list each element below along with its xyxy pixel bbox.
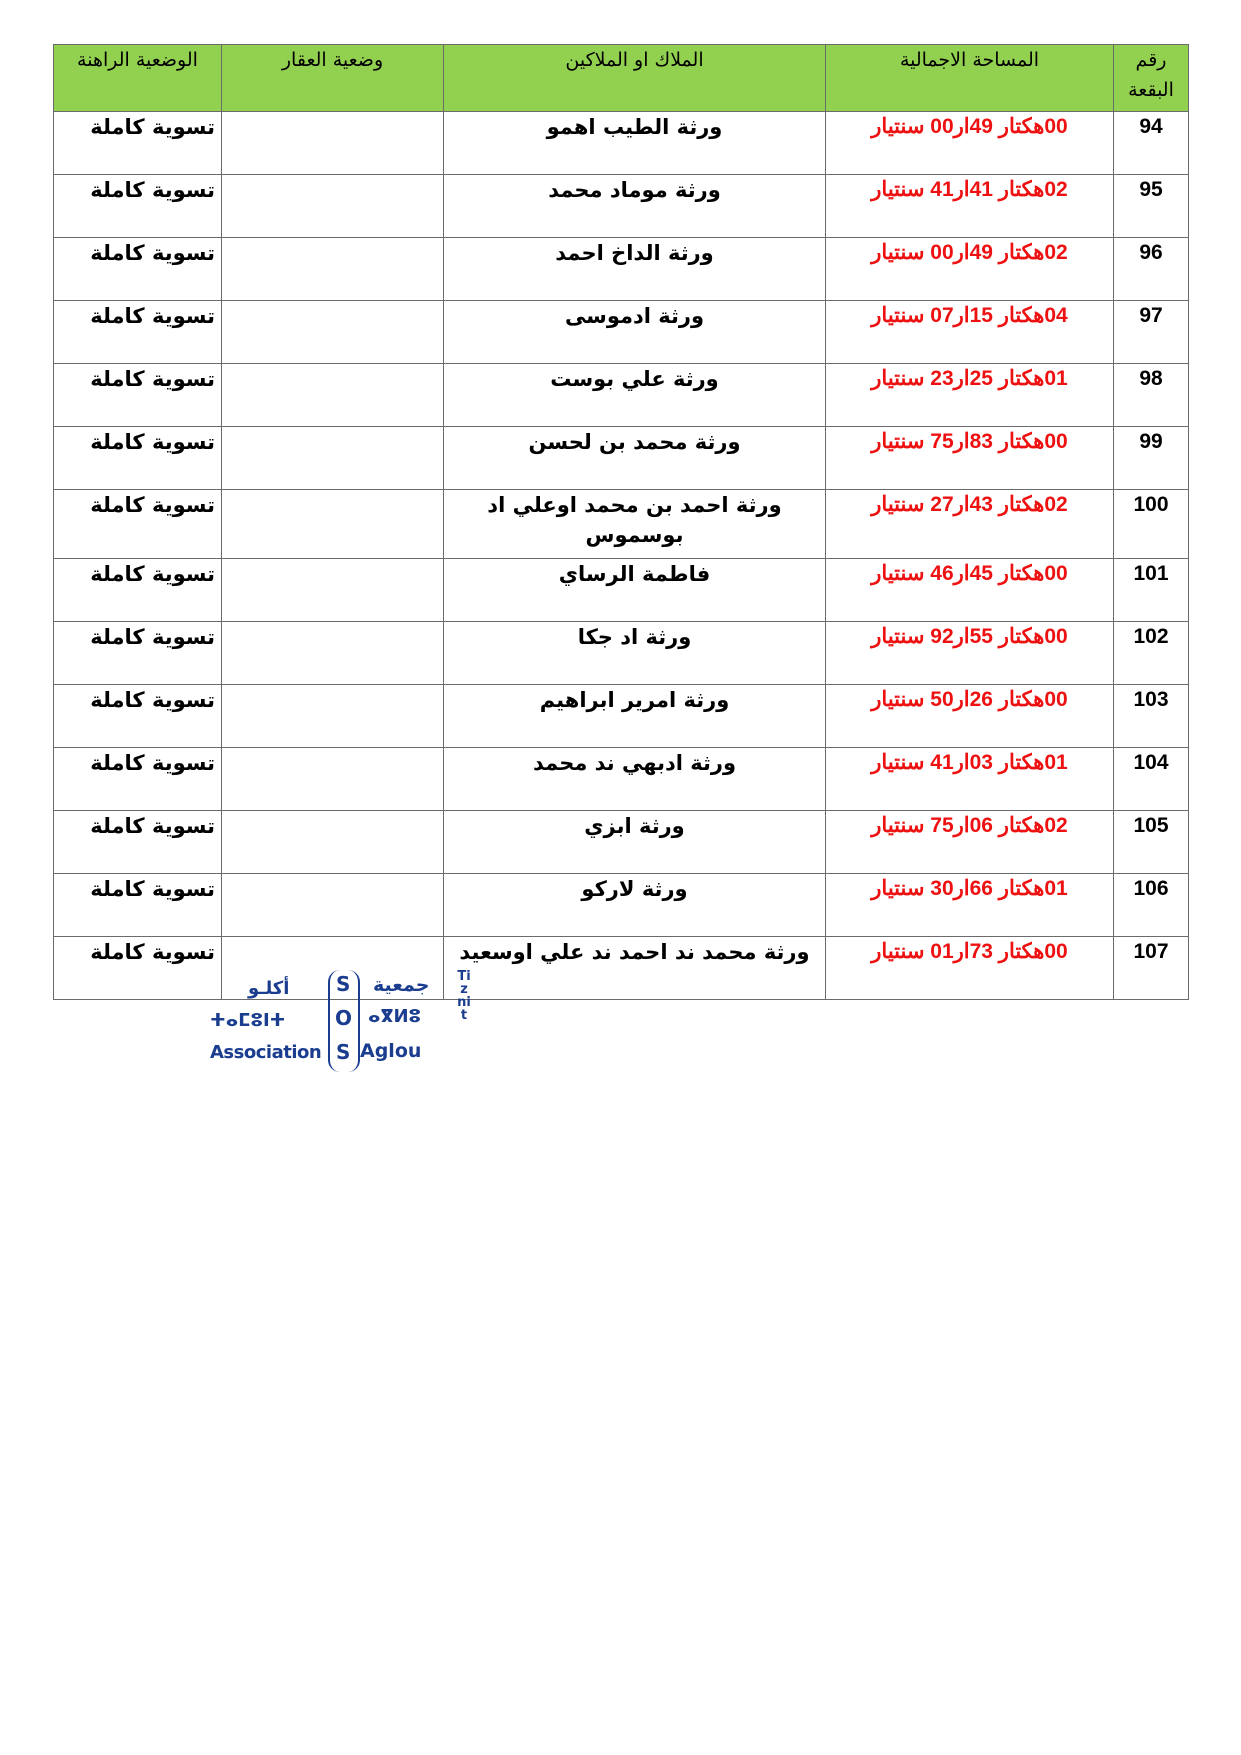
table-row (54, 364, 1189, 427)
table-header-row (54, 45, 1189, 112)
cell-property-status (222, 238, 444, 301)
parcels-table (53, 44, 1189, 1000)
cell-owners: ورثة محمد بن لحسن (444, 427, 826, 490)
cell-parcel-number: 94 (1114, 112, 1189, 175)
stamp-arabic-place: أكلـو (248, 978, 290, 999)
table-row (54, 175, 1189, 238)
table-row (54, 301, 1189, 364)
cell-current-status: تسوية كاملة (54, 685, 222, 748)
header-property-status: وضعية العقار (222, 45, 444, 112)
cell-owners: ورثة امرير ابراهيم (444, 685, 826, 748)
cell-current-status: تسوية كاملة (54, 301, 222, 364)
table-row (54, 427, 1189, 490)
cell-property-status (222, 811, 444, 874)
table-row (54, 238, 1189, 301)
table-body (54, 112, 1189, 1000)
cell-property-status (222, 112, 444, 175)
cell-current-status: تسوية كاملة (54, 427, 222, 490)
stamp-letter-s-bottom: S (336, 1040, 351, 1064)
cell-total-area: 00هكتار 83ار75 سنتيار (826, 427, 1114, 490)
stamp-latin-association: Association (210, 1042, 322, 1063)
cell-property-status (222, 748, 444, 811)
cell-property-status (222, 685, 444, 748)
stamp-tifinagh-right: ⴰⴳⵍⵓ (368, 1006, 422, 1027)
cell-current-status: تسوية كاملة (54, 490, 222, 559)
cell-total-area: 02هكتار 43ار27 سنتيار (826, 490, 1114, 559)
cell-current-status: تسوية كاملة (54, 238, 222, 301)
stamp-arabic-name: جمعية (373, 974, 430, 996)
cell-current-status: تسوية كاملة (54, 559, 222, 622)
table-row (54, 490, 1189, 559)
cell-owners: ورثة لاركو (444, 874, 826, 937)
cell-owners: ورثة الطيب اهمو (444, 112, 826, 175)
stamp-letter-o: O (335, 1006, 353, 1030)
table-row (54, 622, 1189, 685)
cell-parcel-number: 99 (1114, 427, 1189, 490)
cell-total-area: 00هكتار 49ار00 سنتيار (826, 112, 1114, 175)
cell-owners: ورثة ابزي (444, 811, 826, 874)
cell-parcel-number: 107 (1114, 937, 1189, 1000)
cell-owners: ورثة احمد بن محمد اوعلي اد بوسموس (444, 490, 826, 559)
stamp-letter-column (328, 970, 360, 1072)
table-row (54, 811, 1189, 874)
association-stamp (208, 970, 483, 1076)
cell-owners: ورثة اد جكا (444, 622, 826, 685)
cell-parcel-number: 106 (1114, 874, 1189, 937)
cell-owners: فاطمة الرساي (444, 559, 826, 622)
cell-parcel-number: 102 (1114, 622, 1189, 685)
cell-parcel-number: 104 (1114, 748, 1189, 811)
cell-property-status (222, 427, 444, 490)
cell-property-status (222, 874, 444, 937)
cell-property-status (222, 559, 444, 622)
cell-owners: ورثة الداخ احمد (444, 238, 826, 301)
cell-current-status: تسوية كاملة (54, 364, 222, 427)
table-row (54, 112, 1189, 175)
cell-total-area: 01هكتار 03ار41 سنتيار (826, 748, 1114, 811)
stamp-latin-place: Aglou (360, 1040, 422, 1062)
cell-total-area: 01هكتار 25ار23 سنتيار (826, 364, 1114, 427)
cell-parcel-number: 101 (1114, 559, 1189, 622)
header-total-area: المساحة الاجمالية (826, 45, 1114, 112)
cell-owners: ورثة ادبهي ند محمد (444, 748, 826, 811)
cell-parcel-number: 96 (1114, 238, 1189, 301)
cell-property-status (222, 175, 444, 238)
cell-current-status: تسوية كاملة (54, 811, 222, 874)
cell-parcel-number: 98 (1114, 364, 1189, 427)
cell-current-status: تسوية كاملة (54, 937, 222, 1000)
cell-parcel-number: 103 (1114, 685, 1189, 748)
cell-current-status: تسوية كاملة (54, 748, 222, 811)
cell-property-status (222, 622, 444, 685)
cell-total-area: 01هكتار 66ار30 سنتيار (826, 874, 1114, 937)
cell-property-status (222, 301, 444, 364)
cell-total-area: 00هكتار 73ار01 سنتيار (826, 937, 1114, 1000)
cell-total-area: 00هكتار 55ار92 سنتيار (826, 622, 1114, 685)
cell-parcel-number: 100 (1114, 490, 1189, 559)
cell-owners: ورثة موماد محمد (444, 175, 826, 238)
cell-parcel-number: 95 (1114, 175, 1189, 238)
stamp-tifinagh-left: ⵜⴰⵎⵓⵏⵜ (210, 1010, 286, 1031)
cell-current-status: تسوية كاملة (54, 874, 222, 937)
cell-owners: ورثة محمد ند احمد ند علي اوسعيد (444, 937, 826, 1000)
cell-property-status (222, 490, 444, 559)
table-row (54, 685, 1189, 748)
table-row (54, 874, 1189, 937)
cell-parcel-number: 105 (1114, 811, 1189, 874)
cell-owners: ورثة علي بوست (444, 364, 826, 427)
table-row (54, 559, 1189, 622)
cell-total-area: 02هكتار 41ار41 سنتيار (826, 175, 1114, 238)
cell-current-status: تسوية كاملة (54, 175, 222, 238)
cell-total-area: 02هكتار 49ار00 سنتيار (826, 238, 1114, 301)
cell-property-status (222, 364, 444, 427)
table-row (54, 748, 1189, 811)
cell-total-area: 00هكتار 26ار50 سنتيار (826, 685, 1114, 748)
cell-total-area: 02هكتار 06ار75 سنتيار (826, 811, 1114, 874)
cell-current-status: تسوية كاملة (54, 622, 222, 685)
cell-parcel-number: 97 (1114, 301, 1189, 364)
header-owners: الملاك او الملاكين (444, 45, 826, 112)
cell-total-area: 04هكتار 15ار07 سنتيار (826, 301, 1114, 364)
cell-owners: ورثة ادموسى (444, 301, 826, 364)
header-parcel-number: رقم البقعة (1114, 45, 1189, 112)
stamp-letter-s-top: S (336, 972, 351, 996)
header-current-status: الوضعية الراهنة (54, 45, 222, 112)
stamp-vertical-text: Tiznit (457, 969, 471, 1023)
cell-current-status: تسوية كاملة (54, 112, 222, 175)
cell-total-area: 00هكتار 45ار46 سنتيار (826, 559, 1114, 622)
